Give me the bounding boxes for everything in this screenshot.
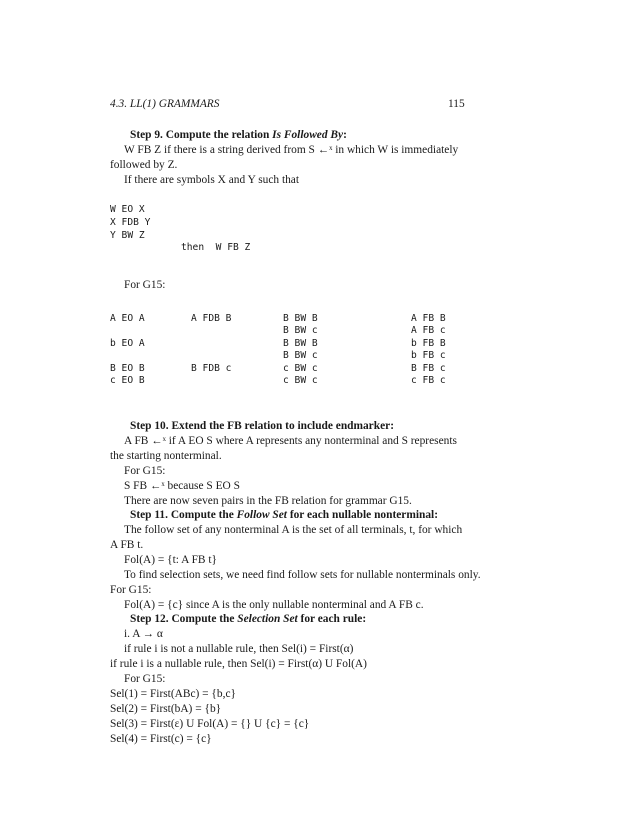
step12-label-end: for each rule:	[297, 613, 367, 625]
step9-colon: :	[343, 129, 347, 141]
step11-line3: Fol(A) = {t: A FB t}	[124, 554, 217, 566]
code-line-2: X FDB Y	[110, 217, 151, 228]
step12-line5: Sel(1) = First(ABc) = {b,c}	[110, 688, 236, 700]
step12-line3: if rule i is a nullable rule, then Sel(i) = First(α) U Fol(A)	[110, 658, 367, 670]
step10-line1: A FB ←ˣ if A EO S where A represents any nonterminal and S represents	[124, 435, 457, 447]
step9-label: Step 9. Compute the relation	[130, 129, 273, 141]
step12-line7: Sel(3) = First(ε) U Fol(A) = {} U {c} = {c}	[110, 718, 310, 730]
table-cell: B BW c	[283, 350, 318, 361]
step10-line2: the starting nonterminal.	[110, 450, 222, 462]
step10-heading: Step 10. Extend the FB relation to include endmarker:	[130, 420, 394, 432]
step11-line1: The follow set of any nonterminal A is the set of all terminals, t, for which	[124, 524, 463, 536]
table-cell: c BW c	[283, 375, 318, 386]
table-cell: b EO A	[110, 338, 145, 349]
table-cell: b FB B	[411, 338, 446, 349]
table-cell: A FB c	[411, 325, 446, 336]
step11-line5: For G15:	[110, 584, 152, 596]
step11-heading	[130, 508, 438, 523]
table-cell: c BW c	[283, 363, 318, 374]
step12-line6: Sel(2) = First(bA) = {b}	[110, 703, 222, 715]
step12-label: Step 12. Compute the	[130, 613, 238, 625]
step10-line3: For G15:	[124, 465, 166, 477]
page-number: 115	[448, 98, 465, 110]
step9-paragraph-line1: W FB Z if there is a string derived from S ←ˣ in which W is immediately	[124, 144, 459, 156]
code-line-1: W EO X	[110, 204, 145, 215]
step11-line6: Fol(A) = {c} since A is the only nullable nonterminal and A FB c.	[124, 599, 424, 611]
table-cell: A EO A	[110, 313, 145, 324]
step12-line8: Sel(4) = First(c) = {c}	[110, 733, 212, 745]
table-cell: c EO B	[110, 375, 145, 386]
code-line-4: then W FB Z	[181, 242, 251, 253]
table-cell: B BW B	[283, 338, 318, 349]
table-cell: B FB c	[411, 363, 446, 374]
table-cell: B EO B	[110, 363, 145, 374]
table-cell: A FB B	[411, 313, 446, 324]
step10-line5: There are now seven pairs in the FB relation for grammar G15.	[124, 495, 412, 507]
step9-term: Is Followed By	[272, 129, 344, 141]
running-header-section: 4.3. LL(1) GRAMMARS	[110, 98, 220, 110]
table-cell: b FB c	[411, 350, 446, 361]
step12-heading	[130, 612, 366, 627]
step11-line2: A FB t.	[110, 539, 144, 551]
table-cell: B FDB c	[191, 363, 232, 374]
table-cell: B BW B	[283, 313, 318, 324]
step12-line1: i. A → α	[124, 628, 163, 640]
step11-label: Step 11. Compute the	[130, 509, 237, 521]
code-line-3: Y BW Z	[110, 230, 145, 241]
table-cell: B BW c	[283, 325, 318, 336]
step11-line4: To find selection sets, we need find follow sets for nullable nonterminals only.	[124, 569, 481, 581]
table-cell: A FDB B	[191, 313, 232, 324]
table-cell: c FB c	[411, 375, 446, 386]
step10-line4: S FB ←ˣ because S EO S	[124, 480, 240, 492]
step12-term: Selection Set	[237, 613, 298, 625]
step12-line2: if rule i is not a nullable rule, then Sel(i) = First(α)	[124, 643, 354, 655]
step12-line4: For G15:	[124, 673, 166, 685]
step11-term: Follow Set	[236, 509, 287, 521]
step11-label-end: for each nullable nonterminal:	[286, 509, 439, 521]
for-g15-label: For G15:	[124, 279, 166, 291]
step9-paragraph2: If there are symbols X and Y such that	[124, 174, 300, 186]
step9-paragraph-line2: followed by Z.	[110, 159, 178, 171]
step9-heading	[130, 128, 347, 143]
